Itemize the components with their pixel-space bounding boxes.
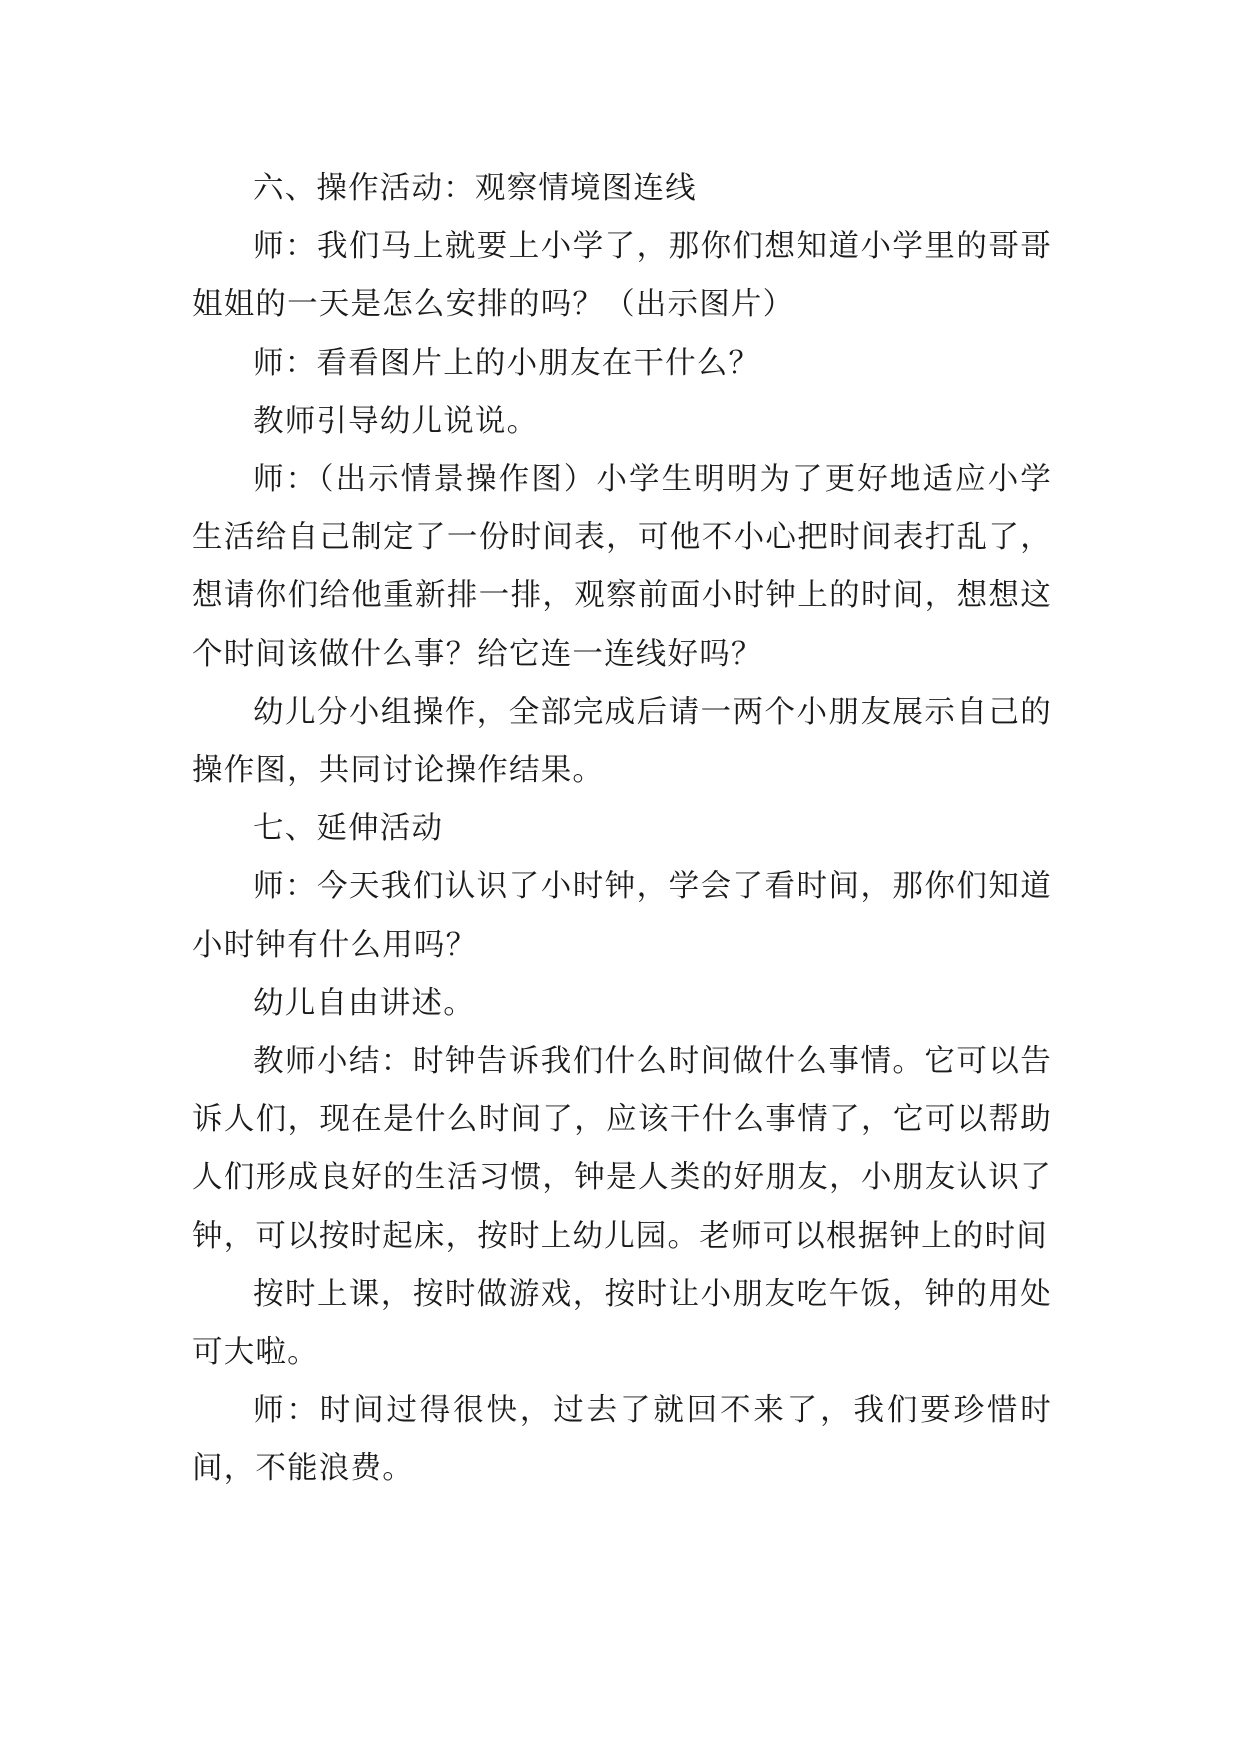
section-heading-six: 六、操作活动：观察情境图连线	[253, 171, 697, 206]
paragraph: 师：今天我们认识了小时钟，学会了看时间，那你们知道小时钟有什么用吗？	[192, 869, 1052, 963]
paragraph: 师：时间过得很快，过去了就回不来了，我们要珍惜时间，不能浪费。	[192, 1393, 1052, 1487]
paragraph: 师：我们马上就要上小学了，那你们想知道小学里的哥哥姐姐的一天是怎么安排的吗？（出示图片）	[192, 229, 1052, 323]
paragraph: 教师引导幼儿说说。	[253, 403, 539, 439]
paragraph: 幼儿分小组操作，全部完成后请一两个小朋友展示自己的操作图，共同讨论操作结果。	[192, 694, 1052, 789]
paragraph: 师：看看图片上的小朋友在干什么？	[253, 345, 761, 381]
paragraph: 幼儿自由讲述。	[253, 985, 475, 1021]
document-body	[192, 160, 1052, 1499]
paragraph: 师：（出示情景操作图）小学生明明为了更好地适应小学生活给自己制定了一份时间表，可他不小心把时间表打乱了，想请你们给他重新排一排，观察前面小时钟上的时间，想想这个时间该做什么事？给它连一连线好吗？	[192, 462, 1052, 672]
paragraph: 按时上课，按时做游戏，按时让小朋友吃午饭，钟的用处可大啦。	[192, 1276, 1052, 1371]
paragraph: 教师小结：时钟告诉我们什么时间做什么事情。它可以告诉人们，现在是什么时间了，应该干什么事情了，它可以帮助人们形成良好的生活习惯，钟是人类的好朋友，小朋友认识了钟，可以按时起床，按时上幼儿园。老师可以根据钟上的时间	[192, 1044, 1052, 1254]
section-heading-seven: 七、延伸活动	[253, 811, 444, 847]
